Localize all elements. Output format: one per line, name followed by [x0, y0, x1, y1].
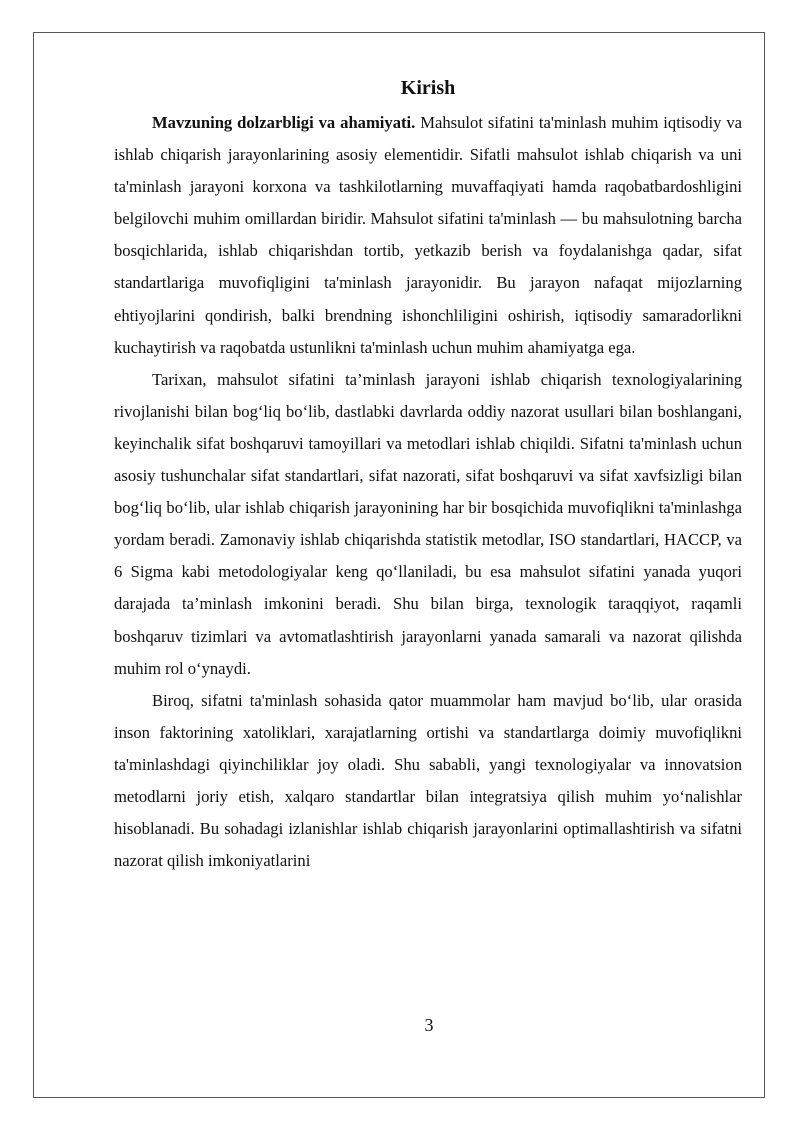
paragraph-lead-heading: Mavzuning dolzarbligi va ahamiyati. — [152, 113, 416, 132]
page-content — [114, 72, 742, 877]
page-number: 3 — [424, 1015, 434, 1035]
paragraph-relevance — [114, 107, 742, 364]
paragraph-history: Tarixan, mahsulot sifatini ta’minlash jarayoni ishlab chiqarish texnologiyalarining rivojlanishi bilan bog‘liq bo‘lib, dastlabki davrlarda oddiy nazorat usullari bilan boshlangani, keyinchalik sifat boshqaruvi tamoyillari va metodlari ishlab chiqildi. Sifatni ta'minlash uchun asosiy tushunchalar sifat standartlari, sifat nazorati, sifat boshqaruvi va sifat xavfsizligi bilan bog‘liq bo‘lib, ular ishlab chiqarish jarayonining har bir bosqichida muvofiqlikni ta'minlashga yordam beradi. Zamonaviy ishlab chiqarishda statistik metodlar, ISO standartlari, HACCP, va 6 Sigma kabi metodologiyalar keng qo‘llaniladi, bu esa mahsulot sifatini yanada yuqori darajada ta’minlash imkonini beradi. Shu bilan birga, texnologik taraqqiyot, raqamli boshqaruv tizimlari va avtomatlashtirish jarayonlarni yanada samarali va nazorat qilishda muhim rol o‘ynaydi. — [114, 369, 742, 678]
section-title: Kirish — [400, 77, 456, 99]
paragraph-body: Mahsulot sifatini ta'minlash muhim iqtisodiy va ishlab chiqarish jarayonlarining asosiy elementidir. Sifatli mahsulot ishlab chiqarish va uni ta'minlash jarayoni korxona va tashkilotlarning muvaffaqiyati hamda raqobatbardoshligini belgilovchi muhim omillardan biridir. Mahsulot sifatini ta'minlash — bu mahsulotning barcha bosqichlarida, ishlab chiqarishdan tortib, yetkazib berish va foydalanishga qadar, sifat standartlariga muvofiqligini ta'minlash jarayonidir. Bu jarayon nafaqat mijozlarning ehtiyojlarini qondirish, balki brendning ishonchliligini oshirish, iqtisodiy samaradorlikni kuchaytirish va raqobatda ustunlikni ta'minlash uchun muhim ahamiyatga ega. — [114, 113, 742, 357]
paragraph-problems: Biroq, sifatni ta'minlash sohasida qator muammolar ham mavjud bo‘lib, ular orasida inson faktorining xatoliklari, xarajatlarning ortishi va standartlarga doimiy muvofiqlikni ta'minlashdagi qiyinchiliklar joy oladi. Shu sababli, yangi texnologiyalar va innovatsion metodlarni joriy etish, xalqaro standartlar bilan integratsiya qilish muhim yo‘nalishlar hisoblanadi. Bu sohadagi izlanishlar ishlab chiqarish jarayonlarini optimallashtirish va sifatni nazorat qilish imkoniyatlarini — [114, 690, 742, 871]
